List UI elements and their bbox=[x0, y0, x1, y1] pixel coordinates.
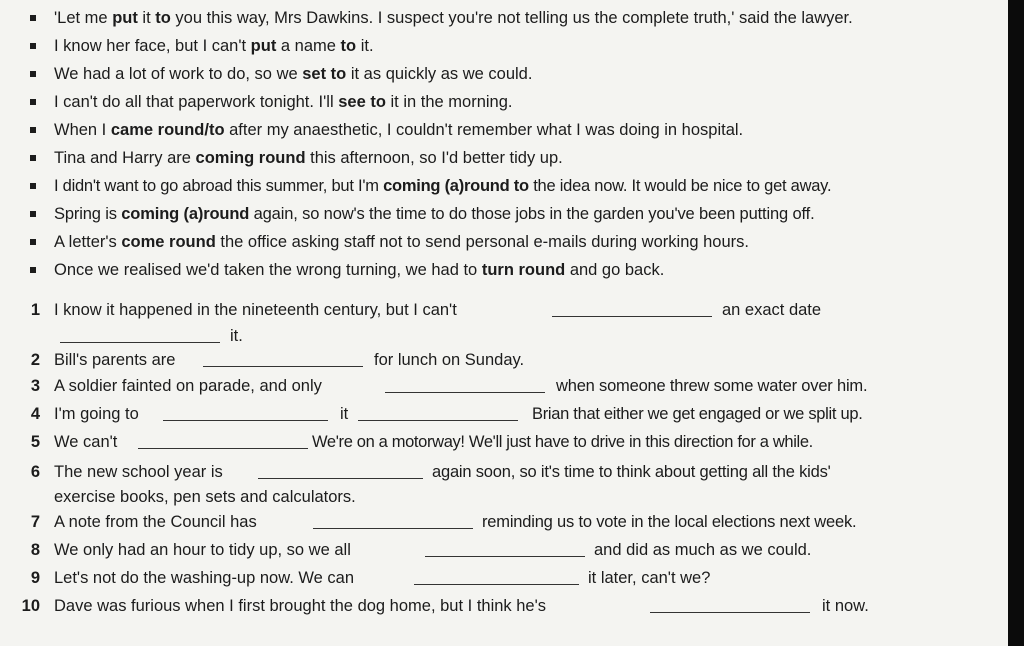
question-number: 7 bbox=[30, 513, 40, 531]
bullet-icon bbox=[30, 267, 36, 273]
exercise-item bbox=[0, 347, 1008, 373]
answer-blank[interactable] bbox=[425, 556, 585, 557]
example-sentence: I didn't want to go abroad this summer, but I'm coming (a)round to the idea now. It would be nice to get away. bbox=[0, 172, 1008, 200]
answer-blank[interactable] bbox=[552, 316, 712, 317]
answer-blank[interactable] bbox=[203, 366, 363, 367]
exercise-item bbox=[0, 297, 1008, 323]
question-text: again soon, so it's time to think about getting all the kids' bbox=[432, 463, 831, 481]
answer-blank[interactable] bbox=[358, 420, 518, 421]
question-text: Bill's parents are bbox=[54, 351, 176, 369]
bullet-icon bbox=[30, 99, 36, 105]
question-number: 2 bbox=[30, 351, 40, 369]
exercise-item bbox=[0, 373, 1008, 399]
example-sentence: Tina and Harry are coming round this afternoon, so I'd better tidy up. bbox=[0, 144, 1008, 172]
exercise-item bbox=[0, 509, 1008, 535]
question-text: when someone threw some water over him. bbox=[556, 377, 868, 395]
question-text: A note from the Council has bbox=[54, 513, 257, 531]
exercise-item bbox=[0, 565, 1008, 591]
exercise-item bbox=[0, 429, 1008, 455]
question-text: exercise books, pen sets and calculators. bbox=[54, 488, 356, 506]
exercise-item bbox=[0, 593, 1008, 619]
question-number: 10 bbox=[21, 597, 40, 615]
question-text: for lunch on Sunday. bbox=[374, 351, 525, 369]
question-text: We only had an hour to tidy up, so we all bbox=[54, 541, 351, 559]
exercise-item bbox=[0, 401, 1008, 427]
question-text: Dave was furious when I first brought the dog home, but I think he's bbox=[54, 597, 547, 615]
bullet-icon bbox=[30, 239, 36, 245]
question-number: 5 bbox=[30, 433, 40, 451]
answer-blank[interactable] bbox=[650, 612, 810, 613]
question-text: it. bbox=[230, 327, 243, 345]
bullet-icon bbox=[30, 155, 36, 161]
example-sentence: When I came round/to after my anaesthetic, I couldn't remember what I was doing in hospital. bbox=[0, 116, 1008, 144]
question-text: Let's not do the washing-up now. We can bbox=[54, 569, 355, 587]
example-sentence: We had a lot of work to do, so we set to it as quickly as we could. bbox=[0, 60, 1008, 88]
question-text: an exact date bbox=[722, 301, 822, 319]
answer-blank[interactable] bbox=[385, 392, 545, 393]
bullet-icon bbox=[30, 43, 36, 49]
example-sentence: I can't do all that paperwork tonight. I'll see to it in the morning. bbox=[0, 88, 1008, 116]
question-text: and did as much as we could. bbox=[594, 541, 812, 559]
answer-blank[interactable] bbox=[60, 342, 220, 343]
question-number: 8 bbox=[30, 541, 40, 559]
answer-blank[interactable] bbox=[414, 584, 579, 585]
exercise-item bbox=[0, 459, 1008, 485]
question-number: 1 bbox=[30, 301, 40, 319]
question-number: 3 bbox=[30, 377, 40, 395]
example-sentence: I know her face, but I can't put a name to it. bbox=[0, 32, 1008, 60]
question-text: I'm going to bbox=[54, 405, 139, 423]
question-text: it bbox=[340, 405, 349, 423]
question-number: 4 bbox=[30, 405, 40, 423]
question-text: reminding us to vote in the local elections next week. bbox=[482, 513, 857, 531]
bullet-icon bbox=[30, 127, 36, 133]
bullet-icon bbox=[30, 71, 36, 77]
question-text: We're on a motorway! We'll just have to drive in this direction for a while. bbox=[312, 433, 813, 451]
answer-blank[interactable] bbox=[138, 448, 308, 449]
example-sentence: Once we realised we'd taken the wrong turning, we had to turn round and go back. bbox=[0, 256, 1008, 284]
exercise-item-continued bbox=[0, 484, 1008, 510]
exercise-item bbox=[0, 537, 1008, 563]
example-sentence: Spring is coming (a)round again, so now's the time to do those jobs in the garden you've been putting off. bbox=[0, 200, 1008, 228]
question-text: The new school year is bbox=[54, 463, 223, 481]
answer-blank[interactable] bbox=[163, 420, 328, 421]
bullet-icon bbox=[30, 211, 36, 217]
question-text: A soldier fainted on parade, and only bbox=[54, 377, 322, 395]
example-sentence: A letter's come round the office asking staff not to send personal e-mails during working hours. bbox=[0, 228, 1008, 256]
example-sentence: 'Let me put it to you this way, Mrs Dawkins. I suspect you're not telling us the complete truth,' said the lawyer. bbox=[0, 4, 1008, 32]
question-text: I know it happened in the nineteenth century, but I can't bbox=[54, 301, 457, 319]
question-number: 6 bbox=[30, 463, 40, 481]
bullet-icon bbox=[30, 183, 36, 189]
question-number: 9 bbox=[30, 569, 40, 587]
bullet-icon bbox=[30, 15, 36, 21]
question-text: Brian that either we get engaged or we split up. bbox=[532, 405, 863, 423]
answer-blank[interactable] bbox=[313, 528, 473, 529]
question-text: it now. bbox=[822, 597, 869, 615]
question-text: We can't bbox=[54, 433, 118, 451]
exercise-item-continued bbox=[0, 323, 1008, 349]
answer-blank[interactable] bbox=[258, 478, 423, 479]
question-text: it later, can't we? bbox=[588, 569, 711, 587]
